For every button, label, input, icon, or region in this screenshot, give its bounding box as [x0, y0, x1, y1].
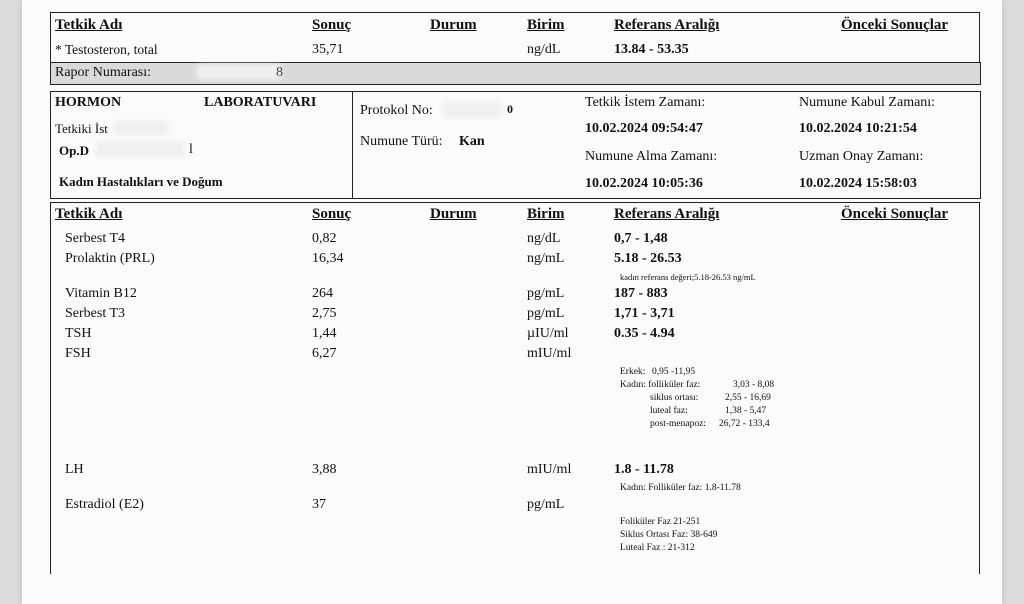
- result-value: 2,75: [312, 306, 337, 321]
- results-right-border: [979, 202, 980, 574]
- result-name: Vitamin B12: [65, 286, 137, 301]
- result-reference: 1.8 - 11.78: [614, 462, 674, 477]
- result-unit: ng/mL: [527, 251, 565, 266]
- fsh-ref-label: post-menapoz:: [650, 419, 706, 429]
- accept-time-label: Numune Kabul Zamanı:: [799, 95, 936, 110]
- result-reference: 187 - 883: [614, 286, 668, 301]
- collect-time-value: 10.02.2024 10:05:36: [585, 176, 703, 191]
- result-unit: pg/mL: [527, 497, 565, 512]
- result-value: 37: [312, 497, 326, 512]
- redaction: [442, 102, 502, 118]
- header-result: Sonuç: [312, 17, 352, 33]
- result-value: 3,88: [312, 462, 337, 477]
- result-unit: pg/mL: [527, 306, 565, 321]
- e2-ref-line: Siklus Ortası Faz: 38-649: [620, 530, 718, 540]
- testosterone-value: 35,71: [312, 42, 344, 57]
- department: Kadın Hastalıkları ve Doğum: [59, 174, 223, 189]
- result-unit: pg/mL: [527, 286, 565, 301]
- result-unit: mIU/ml: [527, 462, 572, 477]
- redaction: [95, 141, 185, 157]
- sample-type-value: Kan: [459, 134, 485, 149]
- result-unit: mIU/ml: [527, 346, 572, 361]
- result-name: Prolaktin (PRL): [65, 251, 155, 266]
- fsh-ref-value: 26,72 - 133,4: [719, 419, 770, 429]
- result-name: Serbest T3: [65, 306, 126, 321]
- fsh-ref-label: Kadın: folliküler faz:: [620, 380, 701, 390]
- testosterone-reference: 13.84 - 53.35: [614, 42, 689, 57]
- sample-type-label: Numune Türü:: [360, 134, 443, 149]
- result-name: LH: [65, 462, 84, 477]
- collect-time-label: Numune Alma Zamanı:: [585, 149, 718, 164]
- result-value: 0,82: [312, 231, 337, 246]
- results-header-test-name: Tetkik Adı: [55, 206, 123, 222]
- request-time-value: 10.02.2024 09:54:47: [585, 121, 703, 136]
- header-unit: Birim: [527, 17, 565, 33]
- approve-time-value: 10.02.2024 15:58:03: [799, 176, 917, 191]
- result-value: 264: [312, 286, 333, 301]
- fsh-ref-value: 3,03 - 8,08: [733, 380, 775, 390]
- report-number-tail: 8: [276, 65, 283, 80]
- testosterone-unit: ng/dL: [527, 42, 561, 57]
- header-previous: Önceki Sonuçlar: [841, 17, 949, 33]
- result-value: 1,44: [312, 326, 337, 341]
- protocol-tail: 0: [507, 102, 513, 116]
- result-note: kadın referans değeri;5.18-26.53 ng/mL: [620, 272, 756, 282]
- report-number-bar: [50, 62, 981, 85]
- results-header-unit: Birim: [527, 206, 565, 222]
- results-header-status: Durum: [430, 206, 477, 222]
- result-value: 16,34: [312, 251, 344, 266]
- protocol-label: Protokol No:: [360, 103, 433, 118]
- report-number-label: Rapor Numarası:: [55, 65, 152, 80]
- results-header-previous: Önceki Sonuçlar: [841, 206, 949, 222]
- fsh-ref-value: 2,55 - 16,69: [725, 393, 771, 403]
- result-name: FSH: [65, 346, 91, 361]
- lab-name-2: LABORATUVARI: [204, 95, 317, 110]
- request-time-label: Tetkik İstem Zamanı:: [585, 95, 706, 110]
- lab-name-1: HORMON: [55, 95, 122, 110]
- requester-label: Tetkiki İst: [55, 121, 108, 136]
- header-status: Durum: [430, 17, 477, 33]
- result-reference: 5.18 - 26.53: [614, 251, 682, 266]
- testosterone-name: * Testosteron, total: [55, 42, 158, 57]
- approve-time-label: Uzman Onay Zamanı:: [799, 149, 924, 164]
- header-test-name: Tetkik Adı: [55, 17, 123, 33]
- fsh-ref-value: 1,38 - 5,47: [725, 406, 767, 416]
- result-reference: 0.35 - 4.94: [614, 326, 675, 341]
- lab-info-divider: [352, 91, 353, 198]
- e2-ref-line: Foliküler Faz 21-251: [620, 517, 701, 527]
- header-reference: Referans Aralığı: [614, 17, 720, 33]
- result-name: Serbest T4: [65, 231, 126, 246]
- results-header-reference: Referans Aralığı: [614, 206, 720, 222]
- top-border: [50, 12, 980, 13]
- result-unit: ng/dL: [527, 231, 561, 246]
- result-reference: 1,71 - 3,71: [614, 306, 675, 321]
- redaction: [114, 121, 169, 135]
- fsh-ref-label: luteal faz:: [650, 406, 688, 416]
- result-unit: µIU/ml: [527, 326, 569, 341]
- fsh-ref-label: siklus ortası:: [650, 393, 699, 403]
- fsh-ref-value: 0,95 -11,95: [652, 367, 696, 377]
- accept-time-value: 10.02.2024 10:21:54: [799, 121, 917, 136]
- report-page: [22, 0, 1002, 604]
- result-reference: 0,7 - 1,48: [614, 231, 668, 246]
- doctor-name: Op.D: [59, 143, 89, 158]
- result-name: TSH: [65, 326, 92, 341]
- results-top-border: [50, 202, 980, 203]
- results-left-border: [50, 202, 51, 574]
- result-value: 6,27: [312, 346, 337, 361]
- result-note: Kadın: Folliküler faz: 1.8-11.78: [620, 483, 741, 493]
- doctor-tail: l: [189, 142, 193, 157]
- e2-ref-line: Luteal Faz : 21-312: [620, 543, 695, 553]
- results-header-result: Sonuç: [312, 206, 352, 222]
- redaction: [197, 64, 282, 80]
- fsh-ref-label: Erkek:: [620, 367, 646, 377]
- result-name: Estradiol (E2): [65, 497, 144, 512]
